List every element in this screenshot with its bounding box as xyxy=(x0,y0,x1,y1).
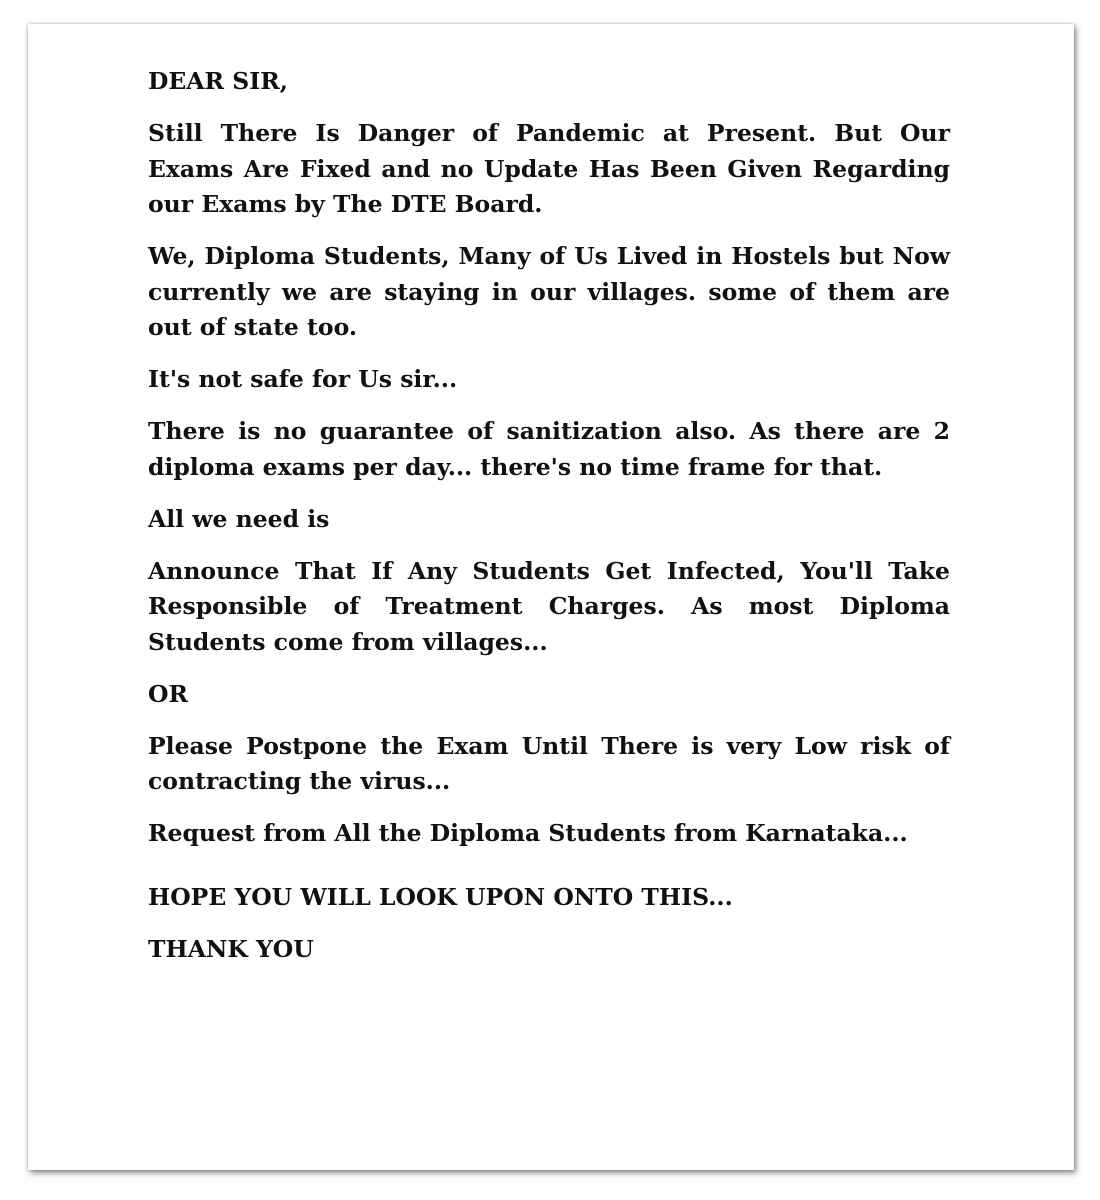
letter-page xyxy=(28,24,1074,1170)
closing-line: HOPE YOU WILL LOOK UPON ONTO THIS... xyxy=(148,882,733,911)
paragraph-all-we-need: All we need is xyxy=(148,504,330,533)
letter-body xyxy=(148,64,950,984)
paragraph-request-from: Request from All the Diploma Students from Karnataka... xyxy=(148,819,908,847)
paragraph-not-safe: It's not safe for Us sir... xyxy=(148,365,458,393)
sign-off: THANK YOU xyxy=(148,934,314,963)
paragraph-students-location: We, Diploma Students, Many of Us Lived in Hostels but Now currently we are staying in our villages. some of them are out of state too. xyxy=(148,242,950,341)
paragraph-postpone-request: Please Postpone the Exam Until There is very Low risk of contracting the virus... xyxy=(148,731,950,795)
paragraph-treatment-request: Announce That If Any Students Get Infected, You'll Take Responsible of Treatment Charges. As most Diploma Students come from villages... xyxy=(148,556,950,656)
paragraph-exam-status: Still There Is Danger of Pandemic at Present. But Our Exams Are Fixed and no Update Has Been Given Regarding our Exams by The DTE Board. xyxy=(148,119,950,218)
salutation: DEAR SIR, xyxy=(148,67,288,95)
paragraph-sanitization: There is no guarantee of sanitization also. As there are 2 diploma exams per day... there's no time frame for that. xyxy=(148,417,950,481)
paragraph-or: OR xyxy=(148,679,189,708)
